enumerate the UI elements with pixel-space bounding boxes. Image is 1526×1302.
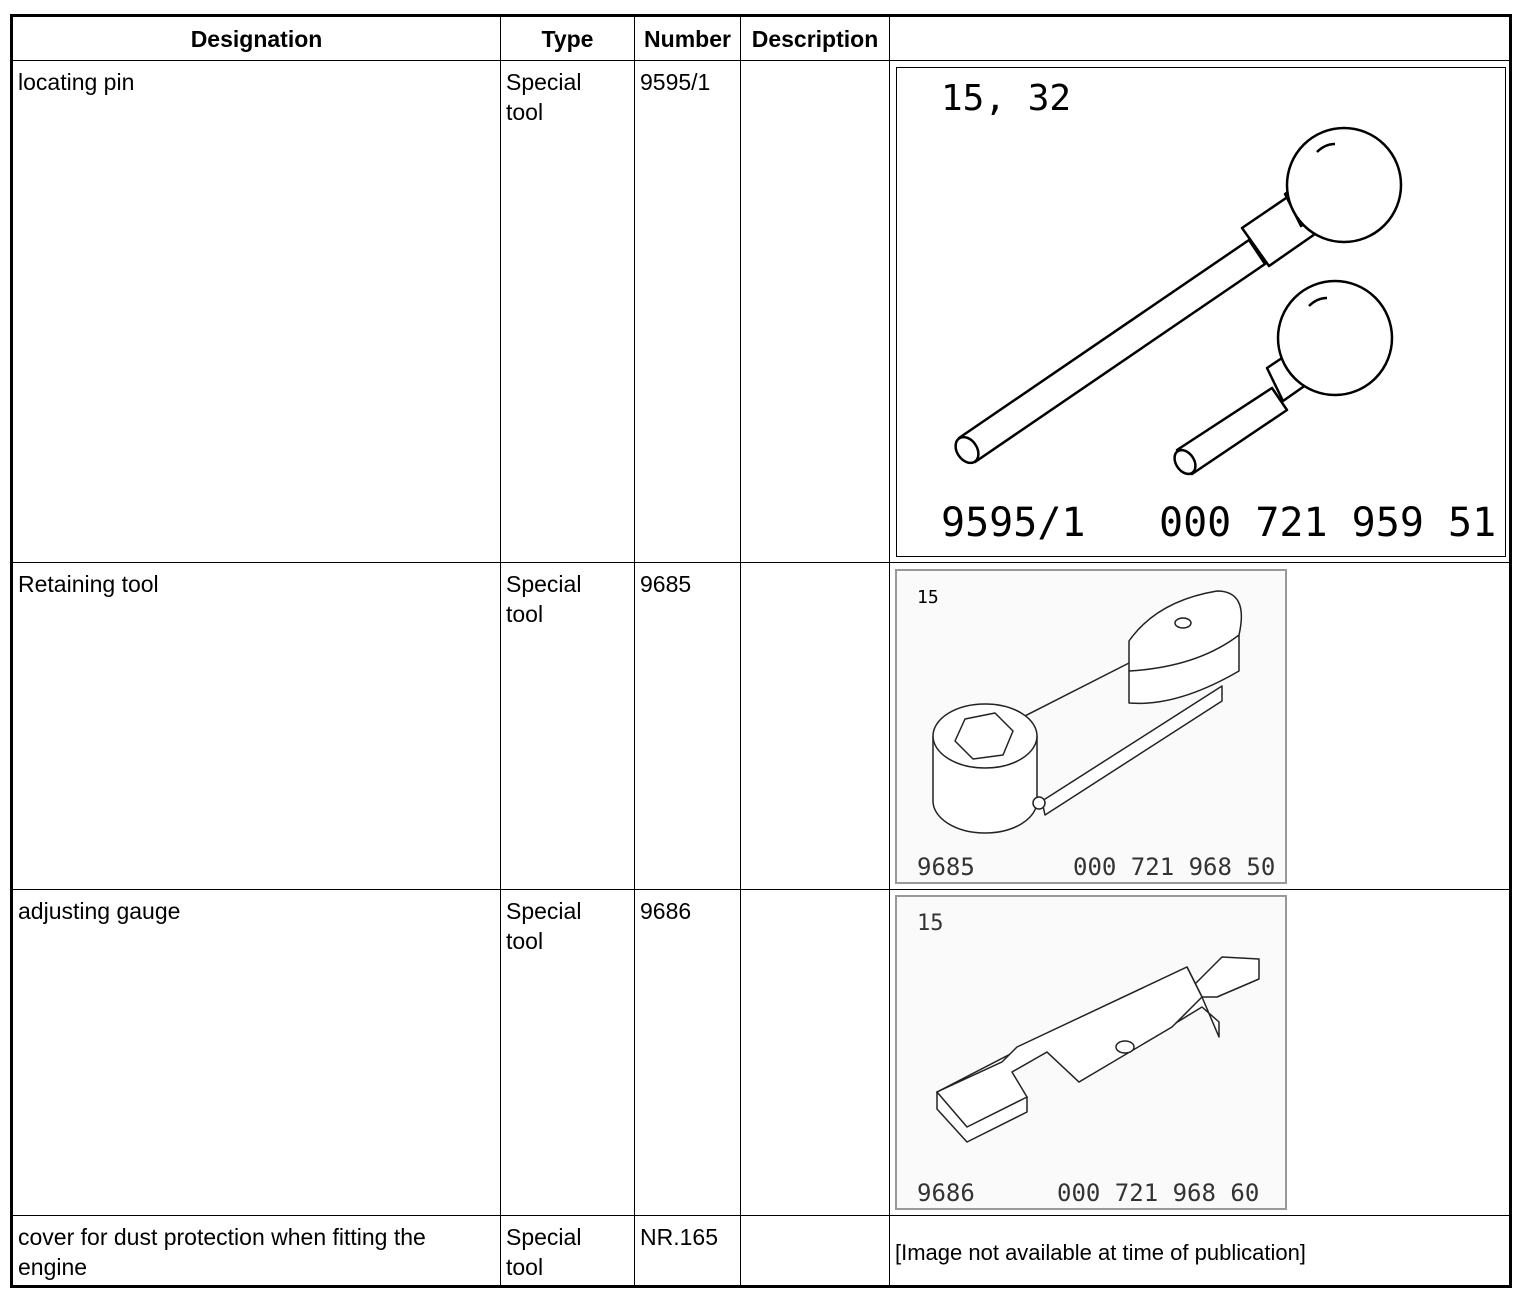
row4-number: NR.165 [640, 1224, 718, 1250]
row3-number: 9686 [640, 898, 692, 924]
header-description: Description [751, 26, 879, 52]
type-line: Special [506, 898, 582, 924]
row4-designation [13, 1216, 500, 1282]
type-line: tool [506, 1254, 544, 1280]
figure-part-number: 000 721 968 60 [1057, 1179, 1260, 1207]
row1-designation: locating pin [18, 69, 135, 95]
row3-type [501, 890, 634, 956]
row2-type [501, 563, 634, 629]
figure-tool-number: 9686 [917, 1179, 975, 1207]
type-line: Special [506, 1224, 582, 1250]
figure-part-number: 000 721 959 51 [1159, 500, 1497, 546]
row1-description [741, 61, 889, 67]
retaining-tool-figure [895, 569, 1287, 884]
row2-designation: Retaining tool [18, 571, 159, 597]
column-divider [889, 17, 890, 1285]
column-divider [740, 17, 741, 1285]
row2-number: 9685 [640, 571, 692, 597]
row3-description [741, 890, 889, 896]
header-designation: Designation [190, 26, 323, 52]
figure-ref: 15 [917, 911, 944, 936]
type-line: tool [506, 601, 544, 627]
figure-tool-number: 9685 [917, 853, 975, 881]
retaining-tool-icon [897, 571, 1285, 882]
header-number: Number [644, 26, 731, 52]
type-line: Special [506, 69, 582, 95]
designation-line: engine [18, 1254, 88, 1280]
figure-ref: 15, 32 [941, 78, 1072, 119]
type-line: tool [506, 928, 544, 954]
designation-line: cover for dust protection when fitting the [18, 1224, 426, 1250]
row1-number: 9595/1 [640, 69, 711, 95]
figure-part-number: 000 721 968 50 [1073, 853, 1276, 881]
row3-designation: adjusting gauge [18, 898, 181, 924]
header-image [890, 17, 1509, 61]
type-line: Special [506, 571, 582, 597]
header-type: Type [541, 26, 594, 52]
type-line: tool [506, 99, 544, 125]
column-divider [500, 17, 501, 1285]
figure-tool-number: 9595/1 [941, 500, 1086, 546]
adjusting-gauge-figure [895, 895, 1287, 1210]
locating-pin-figure [896, 67, 1506, 557]
image-unavailable-note: [Image not available at time of publication] [895, 1240, 1306, 1265]
row2-description [741, 563, 889, 569]
adjusting-gauge-icon [897, 897, 1285, 1208]
figure-ref: 15 [917, 587, 939, 608]
column-divider [634, 17, 635, 1285]
row4-description [741, 1216, 889, 1222]
special-tools-table [10, 14, 1512, 1288]
locating-pin-icon [897, 68, 1504, 555]
row1-type [501, 61, 634, 127]
row4-type [501, 1216, 634, 1282]
